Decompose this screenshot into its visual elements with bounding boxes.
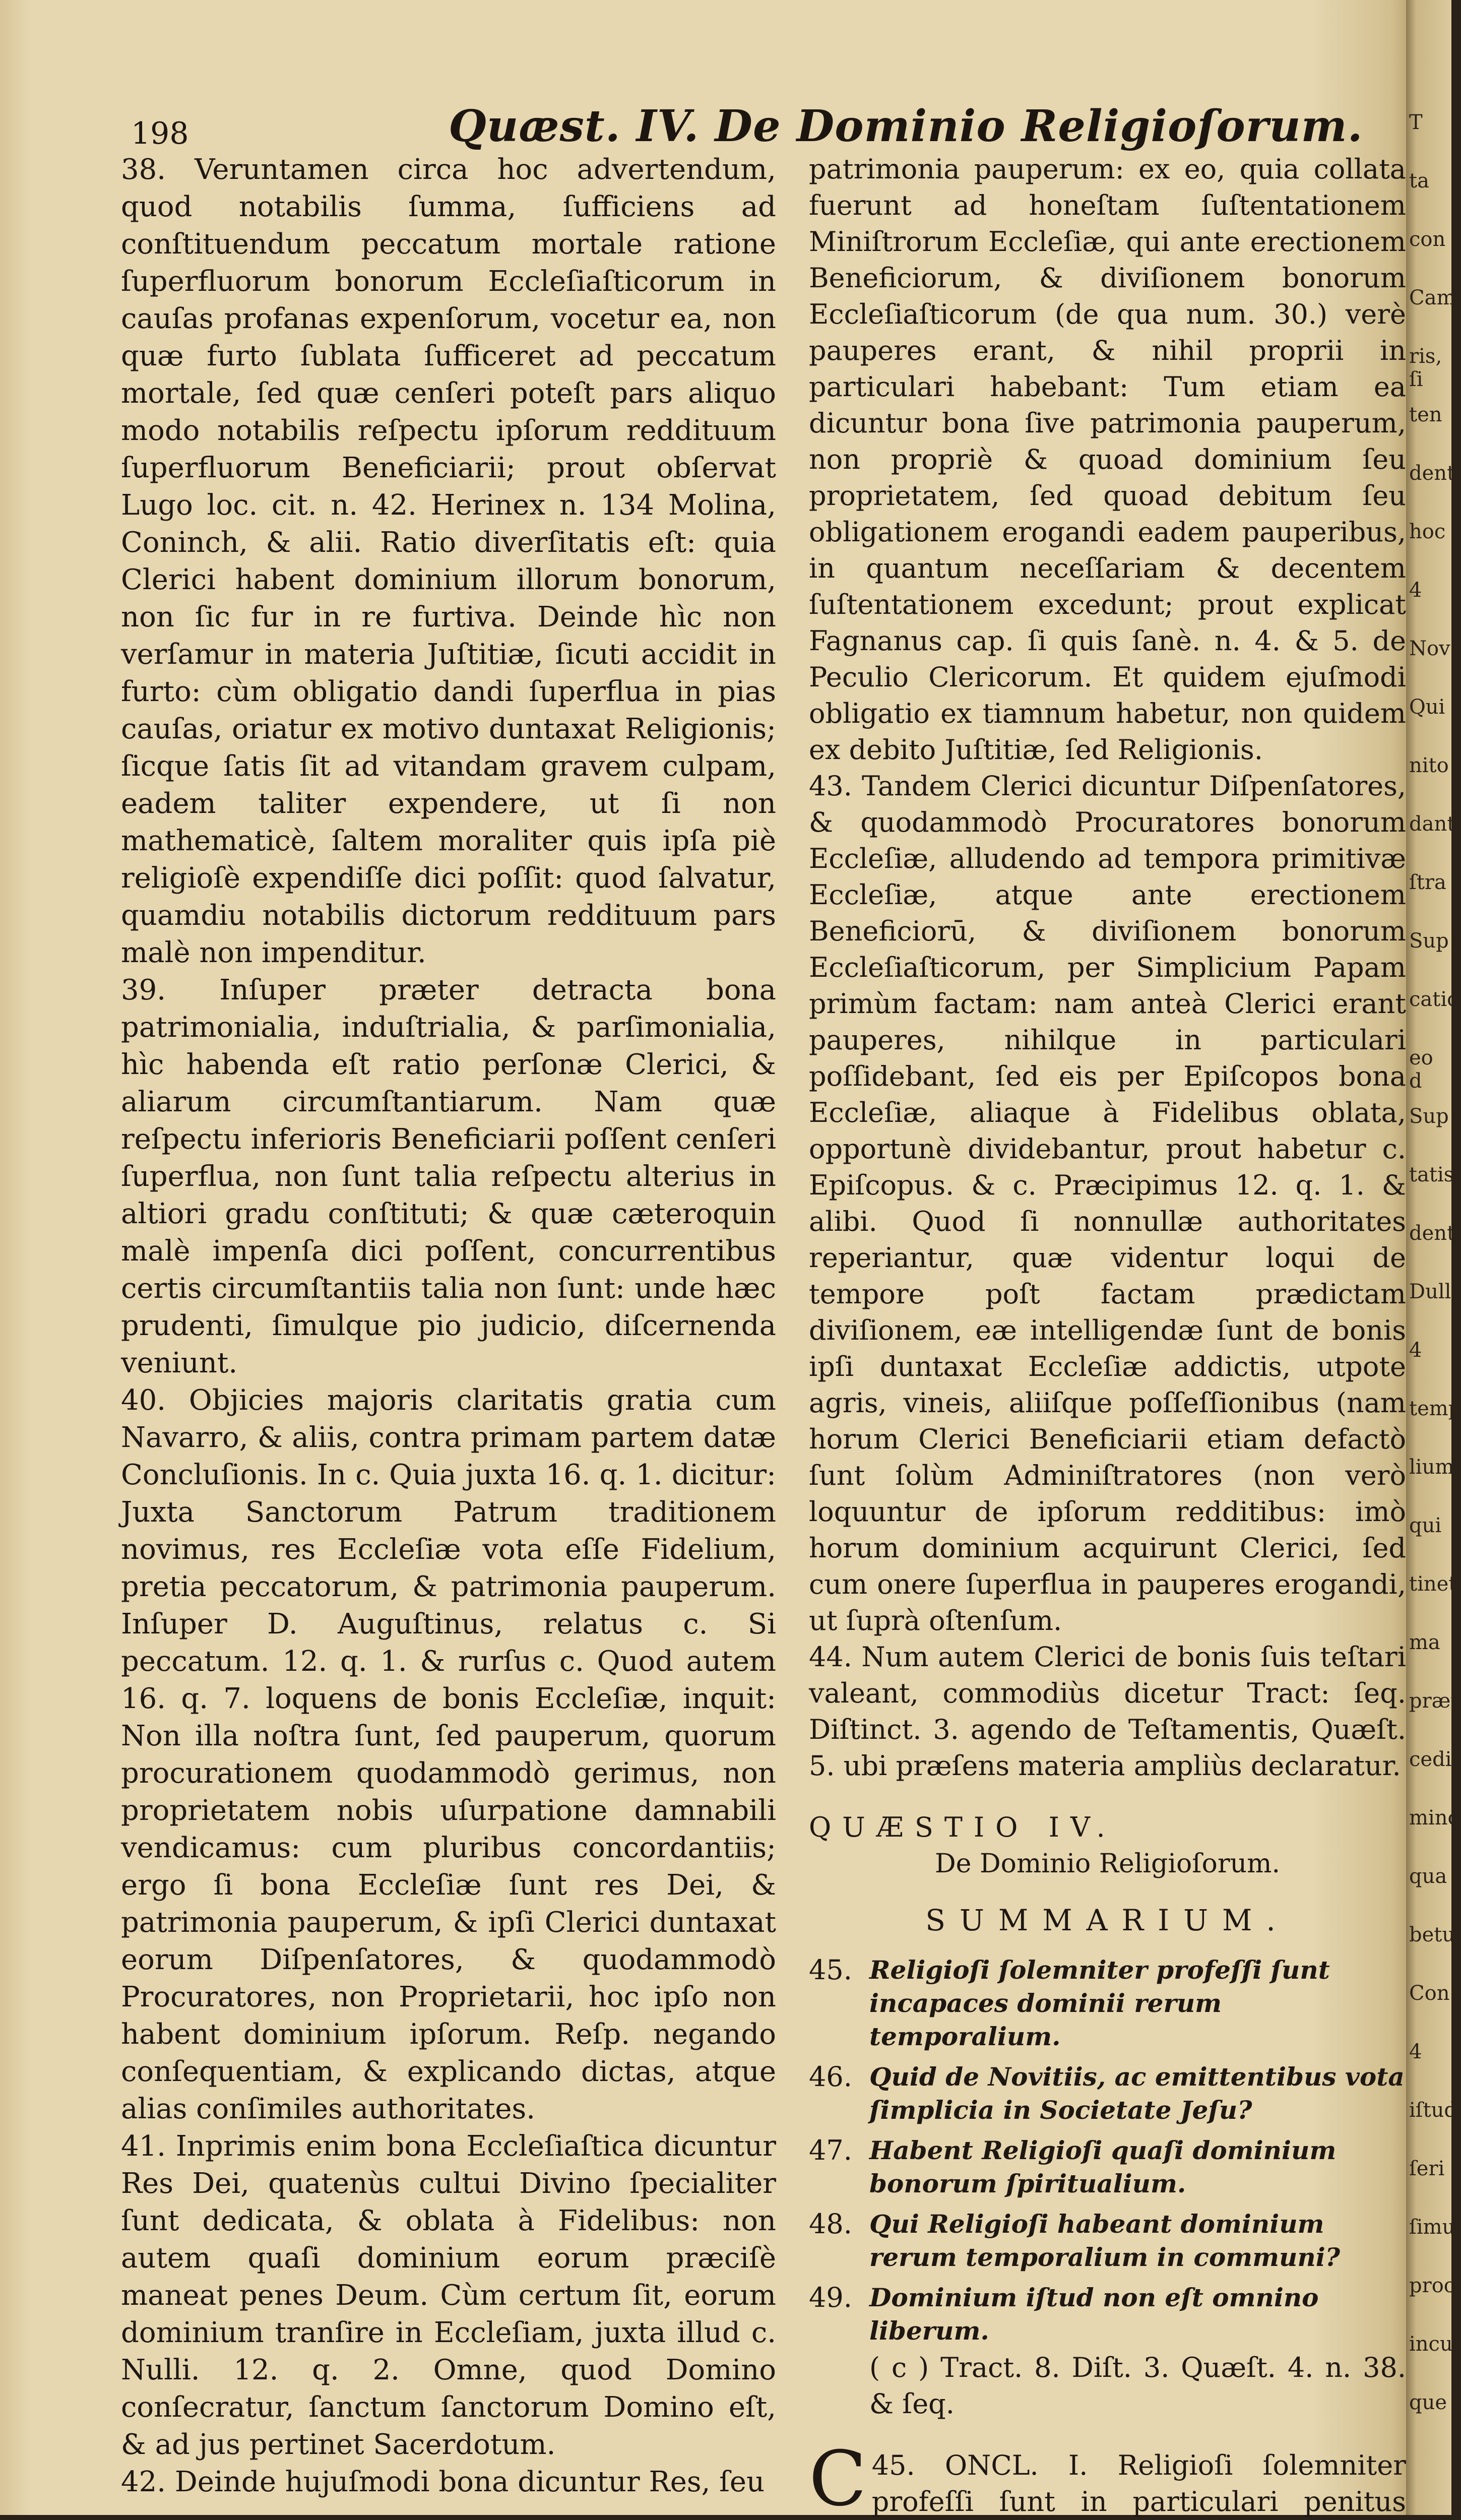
adjacent-page-fragment: incu xyxy=(1409,2333,1453,2356)
adjacent-page-fragment: que xyxy=(1409,2391,1447,2414)
adjacent-page-fragment: nito xyxy=(1409,754,1449,777)
adjacent-page-fragment: 4 xyxy=(1409,579,1422,602)
adjacent-page-fragment: qua xyxy=(1409,1865,1447,1888)
adjacent-page-fragment: lium xyxy=(1409,1456,1454,1479)
adjacent-page-fragment: Con xyxy=(1409,1982,1450,2005)
paragraph-text: Inprimis enim bona Eccleſiaſtica dicuntur Res Dei, quatenùs cultui Divino ſpecialiter ſunt dedicata, & oblata à Fidelibus: non autem quaſi dominium eorum præciſè maneat penes Deum. Cùm certum ſit, eorum dominium tranſire in Eccleſiam, juxta illud c. Nulli. 12. q. 2. Omne, quod Domino conſecratur, ſanctum ſanctorum Domino eſt, & ad jus pertinet Sacerdotum. xyxy=(121,2130,776,2461)
paragraph-number: 41. xyxy=(121,2130,166,2163)
drop-capital: C xyxy=(809,2435,867,2520)
adjacent-page-fragment: præt xyxy=(1409,1689,1459,1713)
adjacent-page-fragment: 4 xyxy=(1409,2040,1422,2063)
adjacent-page-fragment: tinet xyxy=(1409,1572,1457,1596)
adjacent-page-fragment: dant xyxy=(1409,812,1455,836)
paragraph xyxy=(809,768,1406,1639)
adjacent-page-fragment: ten xyxy=(1409,403,1442,426)
summarium-item xyxy=(809,2060,1406,2127)
adjacent-page-fragment: Dull xyxy=(1409,1280,1451,1303)
paragraph-text: Objicies majoris claritatis gratia cum Navarro, & aliis, contra primam partem datæ Concluſionis. In c. Quia juxta 16. q. 1. dicitur: Juxta Sanctorum Patrum traditionem novimus, res Eccleſiæ vota eſſe Fidelium, pretia peccatorum, & patrimonia pauperum. Inſuper D. Auguſtinus, relatus c. Si peccatum. 12. q. 1. & rurſus c. Quod autem 16. q. 7. loquens de bonis Eccleſiæ, inquit: Non illa noſtra ſunt, ſed pauperum, quorum procurationem quodammodò gerimus, non proprietatem nobis uſurpatione damnabili vendicamus: cum pluribus concordantiis; ergo ſi bona Eccleſiæ ſunt res Dei, & patrimonia pauperum, & ipſi Clerici duntaxat eorum Diſpenſatores, & quodammodò Procuratores, non Proprietarii, hoc ipſo non habent dominium ipſorum. Reſp. negando conſequentiam, & explicando dictas, atque alias conſimiles authoritates. xyxy=(121,1384,776,2125)
adjacent-page-fragment: tatis xyxy=(1409,1163,1454,1186)
summarium-title: SUMMARIUM. xyxy=(925,1903,1290,1937)
paragraph xyxy=(809,1639,1406,1784)
adjacent-page-fragment: Sup xyxy=(1409,929,1449,953)
adjacent-page-fragment: Cam xyxy=(1409,286,1456,309)
summarium-number: 47. xyxy=(809,2134,852,2166)
conclusion-paragraph xyxy=(809,2435,1406,2520)
adjacent-page-fragment: mino xyxy=(1409,1806,1460,1830)
summarium-text: Dominium iſtud non eſt omnino liberum. xyxy=(869,2283,1319,2346)
paragraph xyxy=(121,1382,776,2128)
adjacent-page-fragment: ſeri xyxy=(1409,2157,1445,2180)
adjacent-page-fragment: iſtud xyxy=(1409,2099,1457,2122)
paragraph-text: Tandem Clerici dicuntur Diſpenſatores, & quodammodò Procuratores bonorum Eccleſiæ, alludendo ad tempora primitivæ Eccleſiæ, atque ante erectionem Beneficiorū, & diviſionem bonorum Eccleſiaſticorum, per Simplicium Papam primùm factam: nam anteà Clerici erant pauperes, nihilque in particulari poſſidebant, ſed eis per Epiſcopos bona Eccleſiæ, aliaque à Fidelibus oblata, opportunè dividebantur, prout habetur c. Epiſcopus. & c. Præcipimus 12. q. 1. & alibi. Quod ſi nonnullæ authoritates reperiantur, quæ videntur loqui de tempore poſt factam prædictam diviſionem, eæ intelligendæ ſunt de bonis ipſi duntaxat Eccleſiæ addictis, utpote agris, vineis, aliiſque poſſeſſionibus (nam horum Clerici Beneficiarii etiam defactò ſunt ſolùm Adminiſtratores (non verò loquuntur de ipſorum redditibus: imò horum dominium acquirunt Clerici, ſed cum onere ſuperflua in pauperes erogandi, ut ſuprà oſtenſum. xyxy=(809,770,1406,1636)
adjacent-page-fragment: Nov xyxy=(1409,637,1450,660)
paragraph-number: 40. xyxy=(121,1384,166,1417)
paragraph-number: 38. xyxy=(121,153,166,186)
paragraph-number: 39. xyxy=(121,974,166,1006)
left-column xyxy=(121,151,776,2501)
summarium-number: 48. xyxy=(809,2208,852,2240)
adjacent-page-fragment: dent xyxy=(1409,1222,1455,1245)
paragraph xyxy=(121,2464,776,2501)
summarium-reference: ( c ) Tract. 8. Diſt. 3. Quæſt. 4. n. 38. & ſeq. xyxy=(869,2352,1406,2420)
adjacent-page-fragment: 4 xyxy=(1409,1339,1422,1362)
adjacent-page-fragment: dent xyxy=(1409,462,1455,485)
summarium-number: 49. xyxy=(809,2282,852,2313)
summarium-text: Habent Religioſi quaſi dominium bonorum ſpiritualium. xyxy=(869,2135,1337,2198)
running-title: Quæst. IV. De Dominio Religioſorum. xyxy=(449,101,1363,152)
summarium-number: 45. xyxy=(809,1954,852,1986)
adjacent-page-fragment: ſtra xyxy=(1409,871,1446,894)
paragraph-text: Num autem Clerici de bonis ſuis teſtari valeant, commodiùs dicetur Tract: ſeq. Diſtinct. 3. agendo de Teſtamentis, Quæſt. 5. ubi præſens materia ampliùs declaratur. xyxy=(809,1641,1406,1782)
summarium-text: Religioſi ſolemniter profeſſi ſunt incapaces dominii rerum temporalium. xyxy=(869,1955,1330,2051)
page-header xyxy=(121,101,1411,156)
summarium-number: 46. xyxy=(809,2061,852,2093)
adjacent-page-fragment: ſimu xyxy=(1409,2216,1455,2239)
summarium-item xyxy=(809,2281,1406,2348)
adjacent-page-fragment: betu xyxy=(1409,1923,1455,1946)
page-number: 198 xyxy=(131,116,189,151)
summarium-item xyxy=(809,1954,1406,2053)
paragraph xyxy=(121,2128,776,2464)
adjacent-page-fragment: catio xyxy=(1409,988,1459,1011)
paragraph xyxy=(121,972,776,1382)
adjacent-page-fragment: T xyxy=(1409,111,1423,134)
adjacent-page-fragment: Qui xyxy=(1409,696,1445,719)
adjacent-page-fragment: qui xyxy=(1409,1514,1442,1537)
right-column xyxy=(809,151,1406,2520)
adjacent-page-fragment: eo d xyxy=(1409,1046,1433,1093)
question-subtitle: De Dominio Religioſorum. xyxy=(934,1849,1281,1879)
adjacent-page-fragment: ma xyxy=(1409,1631,1440,1654)
adjacent-page-fragment: hoc xyxy=(1409,520,1446,543)
paragraph-number: 45. xyxy=(871,2449,915,2481)
paragraph-number: 43. xyxy=(809,770,852,802)
paragraph-text: Inſuper præter detracta bona patrimonialia, induſtrialia, & parſimonialia, hìc habenda eſt ratio perſonæ Clerici, & aliarum circumſtantiarum. Nam quæ reſpectu inferioris Beneficiarii poſſent cenſeri ſuperflua, non ſunt talia reſpectu alterius in altiori gradu conſtituti; & quæ cæteroquin malè impenſa dici poſſent, concurrentibus certis circumſtantiis talia non ſunt: unde hæc prudenti, ſimulque pio judicio, diſcernenda veniunt. xyxy=(121,974,776,1379)
question-title: QUÆSTIO IV. xyxy=(809,1811,1116,1843)
adjacent-page-fragment: ta xyxy=(1409,169,1429,193)
paragraph-number: 44. xyxy=(809,1641,852,1673)
adjacent-page-fragment: cedi xyxy=(1409,1748,1452,1771)
summarium-item xyxy=(809,2208,1406,2274)
paragraph xyxy=(121,151,776,972)
summarium-item xyxy=(809,2134,1406,2200)
adjacent-page-edge xyxy=(1406,0,1461,2515)
adjacent-page-fragment: ris, ſi xyxy=(1409,345,1442,391)
paragraph xyxy=(809,151,1406,768)
paragraph-number: 42. xyxy=(121,2466,166,2498)
paragraph-text: patrimonia pauperum: ex eo, quia collata fuerunt ad honeſtam ſuſtentationem Miniſtrorum Eccleſiæ, qui ante erectionem Beneficiorum, & diviſionem bonorum Eccleſiaſticorum (de qua num. 30.) verè pauperes erant, & nihil proprii in particulari habebant: Tum etiam ea dicuntur bona ſive patrimonia pauperum, non propriè & quoad dominium ſeu proprietatem, ſed quoad debitum ſeu obligationem erogandi eadem pauperibus, in quantum neceſſariam & decentem ſuſtentationem excedunt; prout explicat Fagnanus cap. ſi quis ſanè. n. 4. & 5. de Peculio Clericorum. Et quidem ejuſmodi obligatio ex tiamnum habetur, non quidem ex debito Juſtitiæ, ſed Religionis. xyxy=(809,153,1406,766)
adjacent-page-fragment: con xyxy=(1409,228,1446,251)
summarium-text: Quid de Novitiis, ac emittentibus vota ſimplicia in Societate Jeſu? xyxy=(869,2062,1405,2125)
summarium-text: Qui Religioſi habeant dominium rerum temporalium in communi? xyxy=(869,2209,1341,2272)
paragraph-text: ONCL. I. Religioſi ſolemniter profeſſi ſunt in particulari penitus xyxy=(871,2449,1406,2517)
adjacent-page-fragment: temp xyxy=(1409,1397,1461,1420)
adjacent-page-fragment: proc xyxy=(1409,2274,1455,2297)
paragraph-text: Veruntamen circa hoc advertendum, quod notabilis ſumma, ſufficiens ad conſtituendum peccatum mortale ratione ſuperfluorum bonorum Eccleſiaſticorum in cauſas profanas expenſorum, vocetur ea, non quæ furto ſublata ſufficeret ad peccatum mortale, ſed quæ cenſeri poteſt pars aliquo modo notabilis reſpectu ipſorum reddituum ſuperfluorum Beneficiarii; prout obſervat Lugo loc. cit. n. 42. Herinex n. 134 Molina, Coninch, & alii. Ratio diverſitatis eſt: quia Clerici habent dominium illorum bonorum, non ſic fur in re furtiva. Deinde hìc non verſamur in materia Juſtitiæ, ſicuti accidit in furto: cùm obligatio dandi ſuperflua in pias cauſas, oriatur ex motivo duntaxat Religionis; ſicque ſatis ſit ad vitandam gravem culpam, eadem taliter expendere, ut ſi non mathematicè, ſaltem moraliter quis ipſa piè religioſè expendiſſe dici poſſit: quod ſalvatur, quamdiu notabilis dictorum reddituum pars malè non impenditur. xyxy=(121,153,776,969)
adjacent-page-fragment: Sup xyxy=(1409,1105,1449,1128)
paragraph-text: Deinde hujuſmodi bona dicuntur Res, ſeu xyxy=(174,2466,765,2498)
